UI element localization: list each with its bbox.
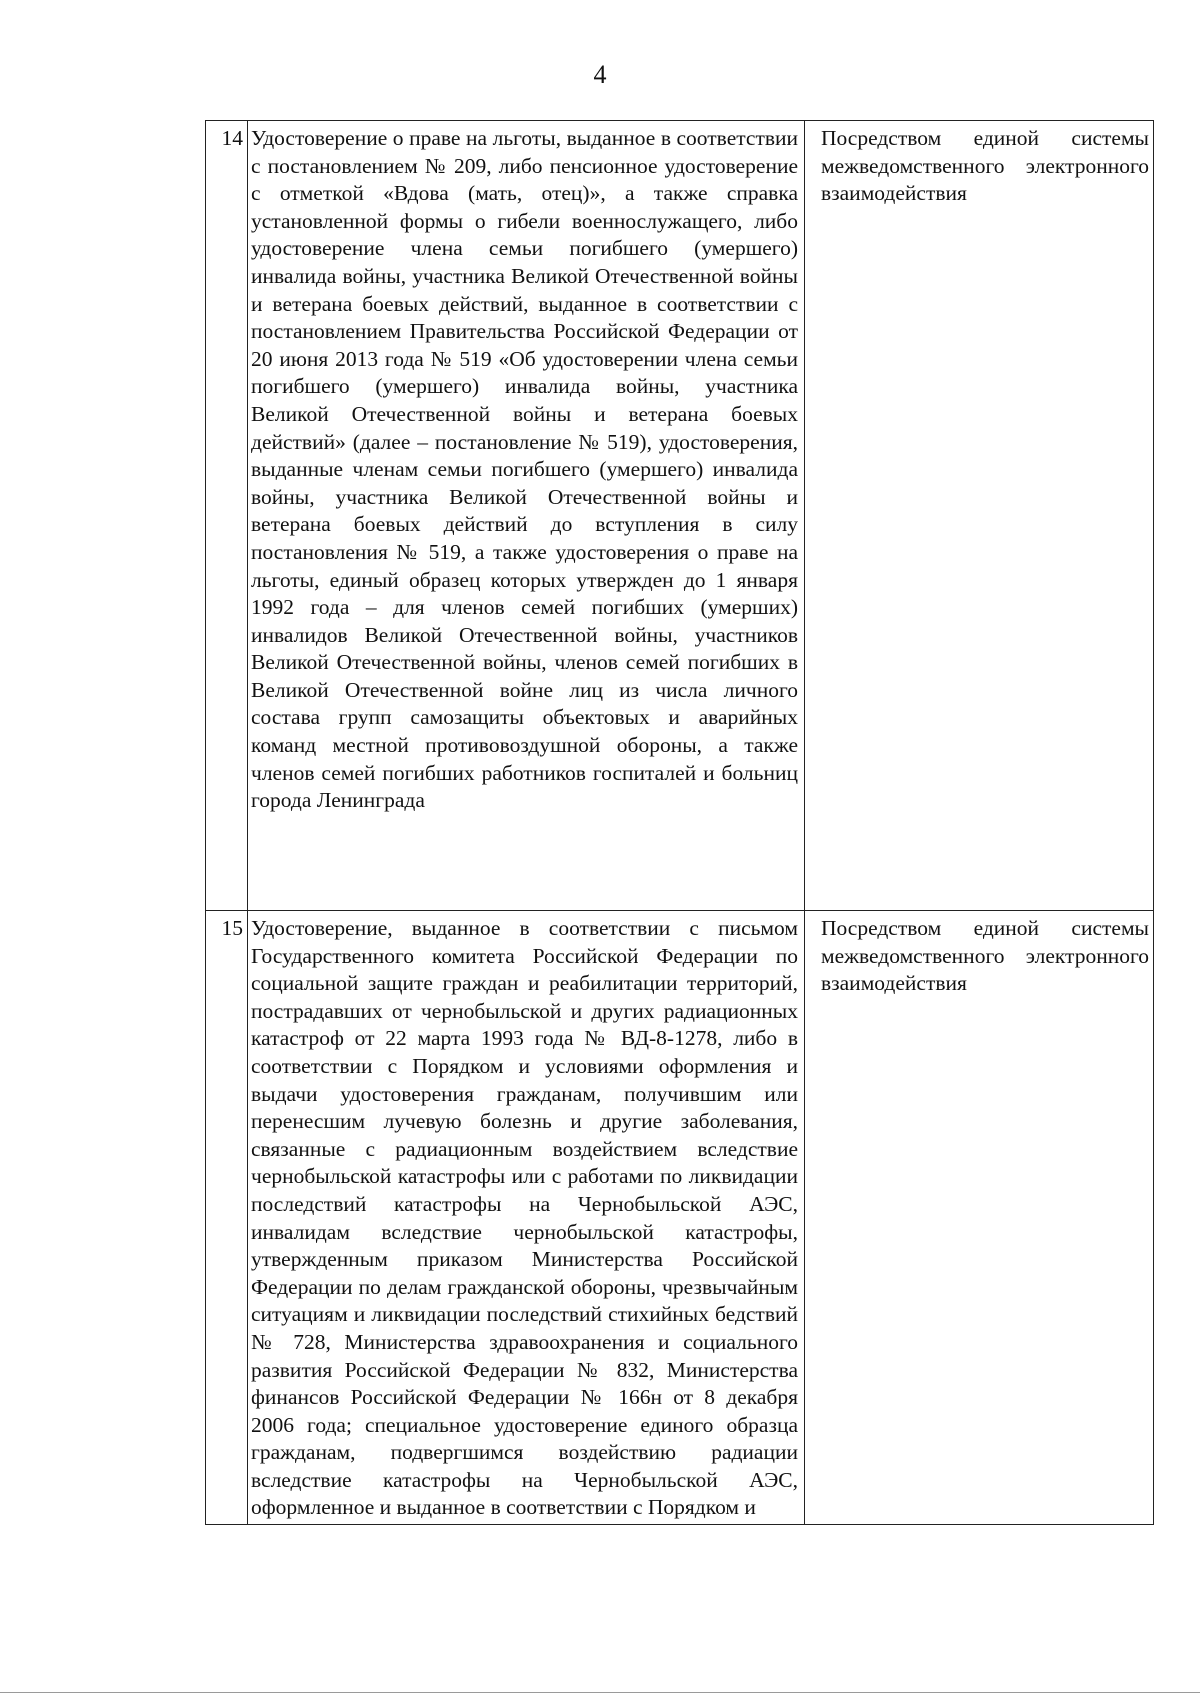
- document-description: Удостоверение, выданное в соответствии с письмом Государственного комитета Российской Федерации по социальной защите граждан и реабилитации территорий, пострадавших от чернобыльской и других радиационных катастроф от 22 марта 1993 года № ВД-8-1278, либо в соответствии с Порядком и условиями оформления и выдачи удостоверения гражданам, получившим или перенесшим лучевую болезнь и другие заболевания, связанные с радиационным воздействием вследствие чернобыльской катастрофы или с работами по ликвидации последствий катастрофы на Чернобыльской АЭС, инвалидам вследствие чернобыльской катастрофы, утвержденным приказом Министерства Российской Федерации по делам гражданской обороны, чрезвычайным ситуациям и ликвидации последствий стихийных бедствий № 728, Министерства здравоохранения и социального развития Российской Федерации № 832, Министерства финансов Российской Федерации № 166н от 8 декабря 2006 года; специальное удостоверение единого образца гражданам, подвергшимся воздействию радиации вследствие катастрофы на Чернобыльской АЭС, оформленное и выданное в соответствии с Порядком и: [248, 911, 805, 1525]
- submission-method: Посредством единой системы межведомственного электронного взаимодействия: [805, 121, 1154, 911]
- row-number: 14: [206, 121, 248, 911]
- document-description: Удостоверение о праве на льготы, выданное в соответствии с постановлением № 209, либо пенсионное удостоверение с отметкой «Вдова (мать, отец)», а также справка установленной формы о гибели военнослужащего, либо удостоверение члена семьи погибшего (умершего) инвалида войны, участника Великой Отечественной войны и ветерана боевых действий, выданное в соответствии с постановлением Правительства Российской Федерации от 20 июня 2013 года № 519 «Об удостоверении члена семьи погибшего (умершего) инвалида войны, участника Великой Отечественной войны и ветерана боевых действий» (далее – постановление № 519), удостоверения, выданные членам семьи погибшего (умершего) инвалида войны, участника Великой Отечественной войны и ветерана боевых действий до вступления в силу постановления № 519, а также удостоверения о праве на льготы, единый образец которых утвержден до 1 января 1992 года – для членов семей погибших (умерших) инвалидов Великой Отечественной войны, участников Великой Отечественной войны, членов семей погибших в Великой Отечественной войне лиц из числа личного состава групп самозащиты объектовых и аварийных команд местной противовоздушной обороны, а также членов семей погибших работников госпиталей и больниц города Ленинграда: [248, 121, 805, 911]
- submission-method: Посредством единой системы межведомственного электронного взаимодействия: [805, 911, 1154, 1525]
- table-row: [206, 121, 1154, 911]
- row-number: 15: [206, 911, 248, 1525]
- page-number: 4: [593, 60, 607, 89]
- documents-table: [205, 120, 1154, 1525]
- table-row: [206, 911, 1154, 1525]
- page-bottom-rule: [0, 1692, 1200, 1693]
